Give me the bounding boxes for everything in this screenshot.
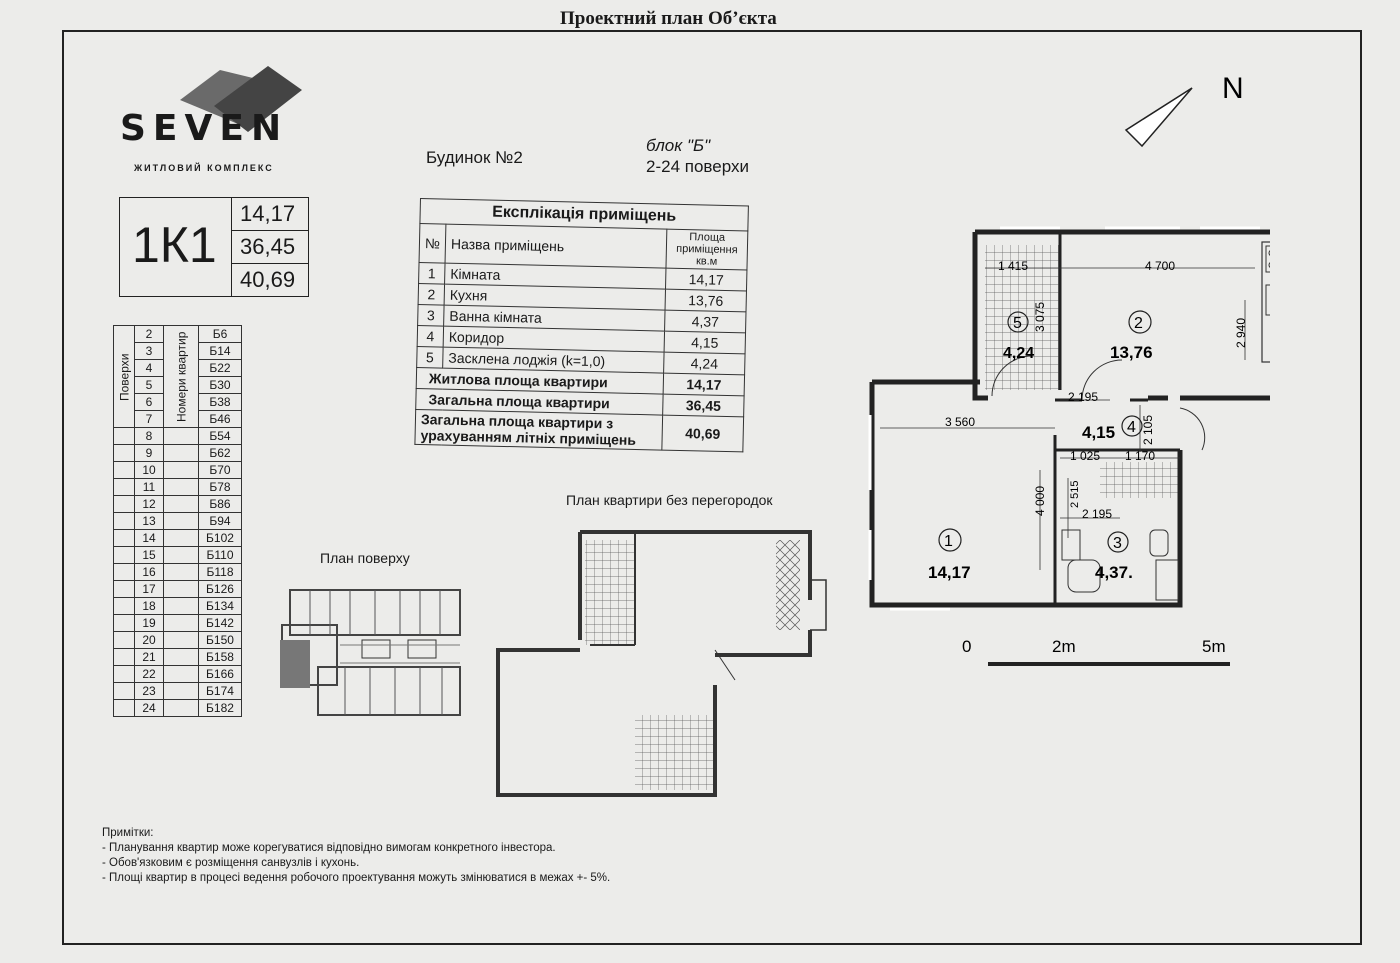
row-no: 4 xyxy=(417,325,444,347)
floor-number: 2 xyxy=(135,326,164,343)
row-name: Коридор xyxy=(443,326,664,352)
scale-bar xyxy=(988,662,1230,666)
spacer-cell xyxy=(114,496,135,513)
apartment-number: Б110 xyxy=(199,547,242,564)
floor-plan-drawing xyxy=(270,585,465,720)
logo-subtitle: ЖИТЛОВИЙ КОМПЛЕКС xyxy=(134,163,274,173)
floors-row xyxy=(114,666,242,683)
row-area: 14,17 xyxy=(666,268,747,291)
row-area: 4,15 xyxy=(664,331,745,354)
apartment-plan xyxy=(850,60,1270,680)
floor-number: 9 xyxy=(135,445,164,462)
apartment-number: Б166 xyxy=(199,666,242,683)
apartment-number: Б126 xyxy=(199,581,242,598)
dim-label: 2 195 xyxy=(1082,507,1113,521)
note-item: - Обов'язковим є розміщення санвузлів і кухонь. xyxy=(102,857,360,869)
logo-word: SEVEN xyxy=(120,108,289,149)
total-summer-label: Загальна площа квартири з урахуванням літніх приміщень xyxy=(415,409,663,450)
floor-number: 10 xyxy=(135,462,164,479)
floor-number: 5 xyxy=(135,377,164,394)
apartment-number: Б6 xyxy=(199,326,242,343)
note-item: - Площі квартир в процесі ведення робочого проектування можуть змінюватися в межах +- 5%. xyxy=(102,872,611,884)
floor-number: 14 xyxy=(135,530,164,547)
spacer-cell xyxy=(114,649,135,666)
spacer-cell xyxy=(114,530,135,547)
spacer-cell xyxy=(114,445,135,462)
room-number: 1 xyxy=(944,533,953,550)
row-no: 5 xyxy=(417,346,444,368)
dim-label: 1 025 xyxy=(1070,449,1101,463)
spacer-cell xyxy=(114,700,135,717)
unit-area-summer: 40,69 xyxy=(240,267,296,292)
row-no: 2 xyxy=(418,283,445,305)
total-summer-row xyxy=(415,409,744,451)
room-number: 5 xyxy=(1013,315,1022,332)
block-label: блок "Б" xyxy=(646,136,711,155)
floor-number: 16 xyxy=(135,564,164,581)
floors-row xyxy=(114,479,242,496)
floor-number: 17 xyxy=(135,581,164,598)
row-name: Ванна кімната xyxy=(444,305,665,331)
room-area: 4,15 xyxy=(1082,423,1116,442)
notes-title: Примітки: xyxy=(102,827,154,839)
dim-label: 2 105 xyxy=(1141,414,1155,445)
floors-row xyxy=(114,530,242,547)
apartment-number: Б182 xyxy=(199,700,242,717)
total-label: Загальна площа квартири xyxy=(416,388,663,415)
floors-label: 2-24 поверхи xyxy=(646,157,749,176)
dim-label: 2 940 xyxy=(1234,317,1248,348)
dim-label: 4 700 xyxy=(1145,259,1176,273)
compass-label: N xyxy=(1222,72,1244,105)
floor-number: 23 xyxy=(135,683,164,700)
apartment-number: Б134 xyxy=(199,598,242,615)
living-value: 14,17 xyxy=(663,373,744,396)
floors-row xyxy=(114,445,242,462)
dim-label: 1 415 xyxy=(998,259,1029,273)
floors-row xyxy=(114,615,242,632)
dim-label: 2 515 xyxy=(1069,480,1081,508)
floors-row xyxy=(114,598,242,615)
col-area: Площа приміщення кв.м xyxy=(666,229,748,270)
explication-title: Експлікація приміщень xyxy=(420,199,749,231)
plan-no-partitions-drawing xyxy=(490,520,830,810)
apartment-number: Б150 xyxy=(199,632,242,649)
room-number: 2 xyxy=(1134,315,1143,332)
living-label: Житлова площа квартири xyxy=(416,367,663,394)
row-area: 4,37 xyxy=(665,310,746,333)
spacer-cell xyxy=(114,632,135,649)
total-summer-value: 40,69 xyxy=(662,415,744,452)
scale-label: 0 xyxy=(962,637,972,656)
spacer-cell xyxy=(114,581,135,598)
spacer-cell xyxy=(164,462,199,479)
floors-row xyxy=(114,462,242,479)
floors-row xyxy=(114,326,242,343)
spacer-cell xyxy=(114,615,135,632)
floor-number: 3 xyxy=(135,343,164,360)
apartment-number: Б86 xyxy=(199,496,242,513)
apartment-number: Б38 xyxy=(199,394,242,411)
scale-label: 5m xyxy=(1202,637,1226,656)
floors-row xyxy=(114,632,242,649)
room-area: 4,37. xyxy=(1095,563,1133,582)
apartment-number: Б46 xyxy=(199,411,242,428)
floors-row xyxy=(114,683,242,700)
floors-row xyxy=(114,496,242,513)
compass-arrow-icon xyxy=(1126,88,1192,146)
apartment-number: Б174 xyxy=(199,683,242,700)
scale-label: 2m xyxy=(1052,637,1076,656)
spacer-cell xyxy=(114,598,135,615)
floor-number: 21 xyxy=(135,649,164,666)
spacer-cell xyxy=(114,683,135,700)
floor-number: 20 xyxy=(135,632,164,649)
apartment-number: Б78 xyxy=(199,479,242,496)
numbers-column-header: Номери квартир xyxy=(164,326,199,428)
apartment-number: Б102 xyxy=(199,530,242,547)
row-name: Кімната xyxy=(445,263,666,289)
row-area: 4,24 xyxy=(664,352,745,375)
total-value: 36,45 xyxy=(663,394,744,417)
notes-block xyxy=(102,826,610,886)
spacer-cell xyxy=(164,581,199,598)
floor-number: 18 xyxy=(135,598,164,615)
spacer-cell xyxy=(114,666,135,683)
spacer-cell xyxy=(164,445,199,462)
unit-area-total: 36,45 xyxy=(232,231,309,264)
apartment-number: Б94 xyxy=(199,513,242,530)
spacer-cell xyxy=(114,462,135,479)
floors-column-header: Поверхи xyxy=(114,326,135,428)
apartment-number: Б62 xyxy=(199,445,242,462)
floors-row xyxy=(114,547,242,564)
spacer-cell xyxy=(114,547,135,564)
floors-row xyxy=(114,581,242,598)
apartment-number: Б118 xyxy=(199,564,242,581)
spacer-cell xyxy=(114,428,135,445)
explication-table xyxy=(414,198,749,452)
unit-code: 1К1 xyxy=(132,217,217,273)
floor-number: 19 xyxy=(135,615,164,632)
dim-label: 1 170 xyxy=(1125,449,1156,463)
spacer-cell xyxy=(164,547,199,564)
floors-row xyxy=(114,428,242,445)
apartment-number: Б70 xyxy=(199,462,242,479)
floor-number: 7 xyxy=(135,411,164,428)
spacer-cell xyxy=(164,615,199,632)
floor-number: 15 xyxy=(135,547,164,564)
floor-number: 11 xyxy=(135,479,164,496)
apartment-number: Б30 xyxy=(199,377,242,394)
floor-number: 24 xyxy=(135,700,164,717)
spacer-cell xyxy=(114,564,135,581)
dim-label: 3 075 xyxy=(1033,301,1047,332)
unit-area-living: 14,17 xyxy=(232,198,309,231)
spacer-cell xyxy=(164,564,199,581)
unit-code-box xyxy=(119,197,309,297)
house-label: Будинок №2 xyxy=(426,148,523,167)
spacer-cell xyxy=(164,530,199,547)
room-area: 13,76 xyxy=(1110,343,1153,362)
spacer-cell xyxy=(164,700,199,717)
row-no: 1 xyxy=(419,262,446,284)
dim-label: 4 000 xyxy=(1033,485,1047,516)
floor-number: 22 xyxy=(135,666,164,683)
room-number: 4 xyxy=(1127,419,1136,436)
floors-table xyxy=(113,325,242,717)
note-item: - Планування квартир може корегуватися відповідно вимогам конкретного інвестора. xyxy=(102,842,556,854)
spacer-cell xyxy=(114,479,135,496)
spacer-cell xyxy=(164,513,199,530)
no-partitions-title: План квартири без перегородок xyxy=(566,492,773,508)
spacer-cell xyxy=(164,666,199,683)
apartment-number: Б22 xyxy=(199,360,242,377)
apartment-number: Б142 xyxy=(199,615,242,632)
col-name: Назва приміщень xyxy=(445,224,667,268)
spacer-cell xyxy=(164,496,199,513)
spacer-cell xyxy=(164,479,199,496)
floors-row xyxy=(114,564,242,581)
floor-number: 13 xyxy=(135,513,164,530)
dim-label: 3 560 xyxy=(945,415,976,429)
floors-row xyxy=(114,649,242,666)
floor-number: 6 xyxy=(135,394,164,411)
floor-number: 4 xyxy=(135,360,164,377)
apartment-number: Б54 xyxy=(199,428,242,445)
room-number: 3 xyxy=(1113,535,1122,552)
row-name: Засклена лоджія (k=1,0) xyxy=(443,347,664,373)
row-name: Кухня xyxy=(444,284,665,310)
unit-areas xyxy=(231,198,309,296)
floor-number: 12 xyxy=(135,496,164,513)
spacer-cell xyxy=(164,632,199,649)
apartment-number: Б14 xyxy=(199,343,242,360)
room-area: 14,17 xyxy=(928,563,971,582)
floors-row xyxy=(114,700,242,717)
spacer-cell xyxy=(164,649,199,666)
spacer-cell xyxy=(164,428,199,445)
col-no: № xyxy=(419,224,446,264)
row-area: 13,76 xyxy=(665,289,746,312)
apartment-number: Б158 xyxy=(199,649,242,666)
dim-label: 2 195 xyxy=(1068,390,1099,404)
page-title: Проектний план Об’єкта xyxy=(560,8,777,29)
floor-plan-title: План поверху xyxy=(320,550,410,566)
spacer-cell xyxy=(114,513,135,530)
room-area: 4,24 xyxy=(1003,345,1035,362)
row-no: 3 xyxy=(418,304,445,326)
floor-number: 8 xyxy=(135,428,164,445)
floors-row xyxy=(114,513,242,530)
spacer-cell xyxy=(164,598,199,615)
spacer-cell xyxy=(164,683,199,700)
